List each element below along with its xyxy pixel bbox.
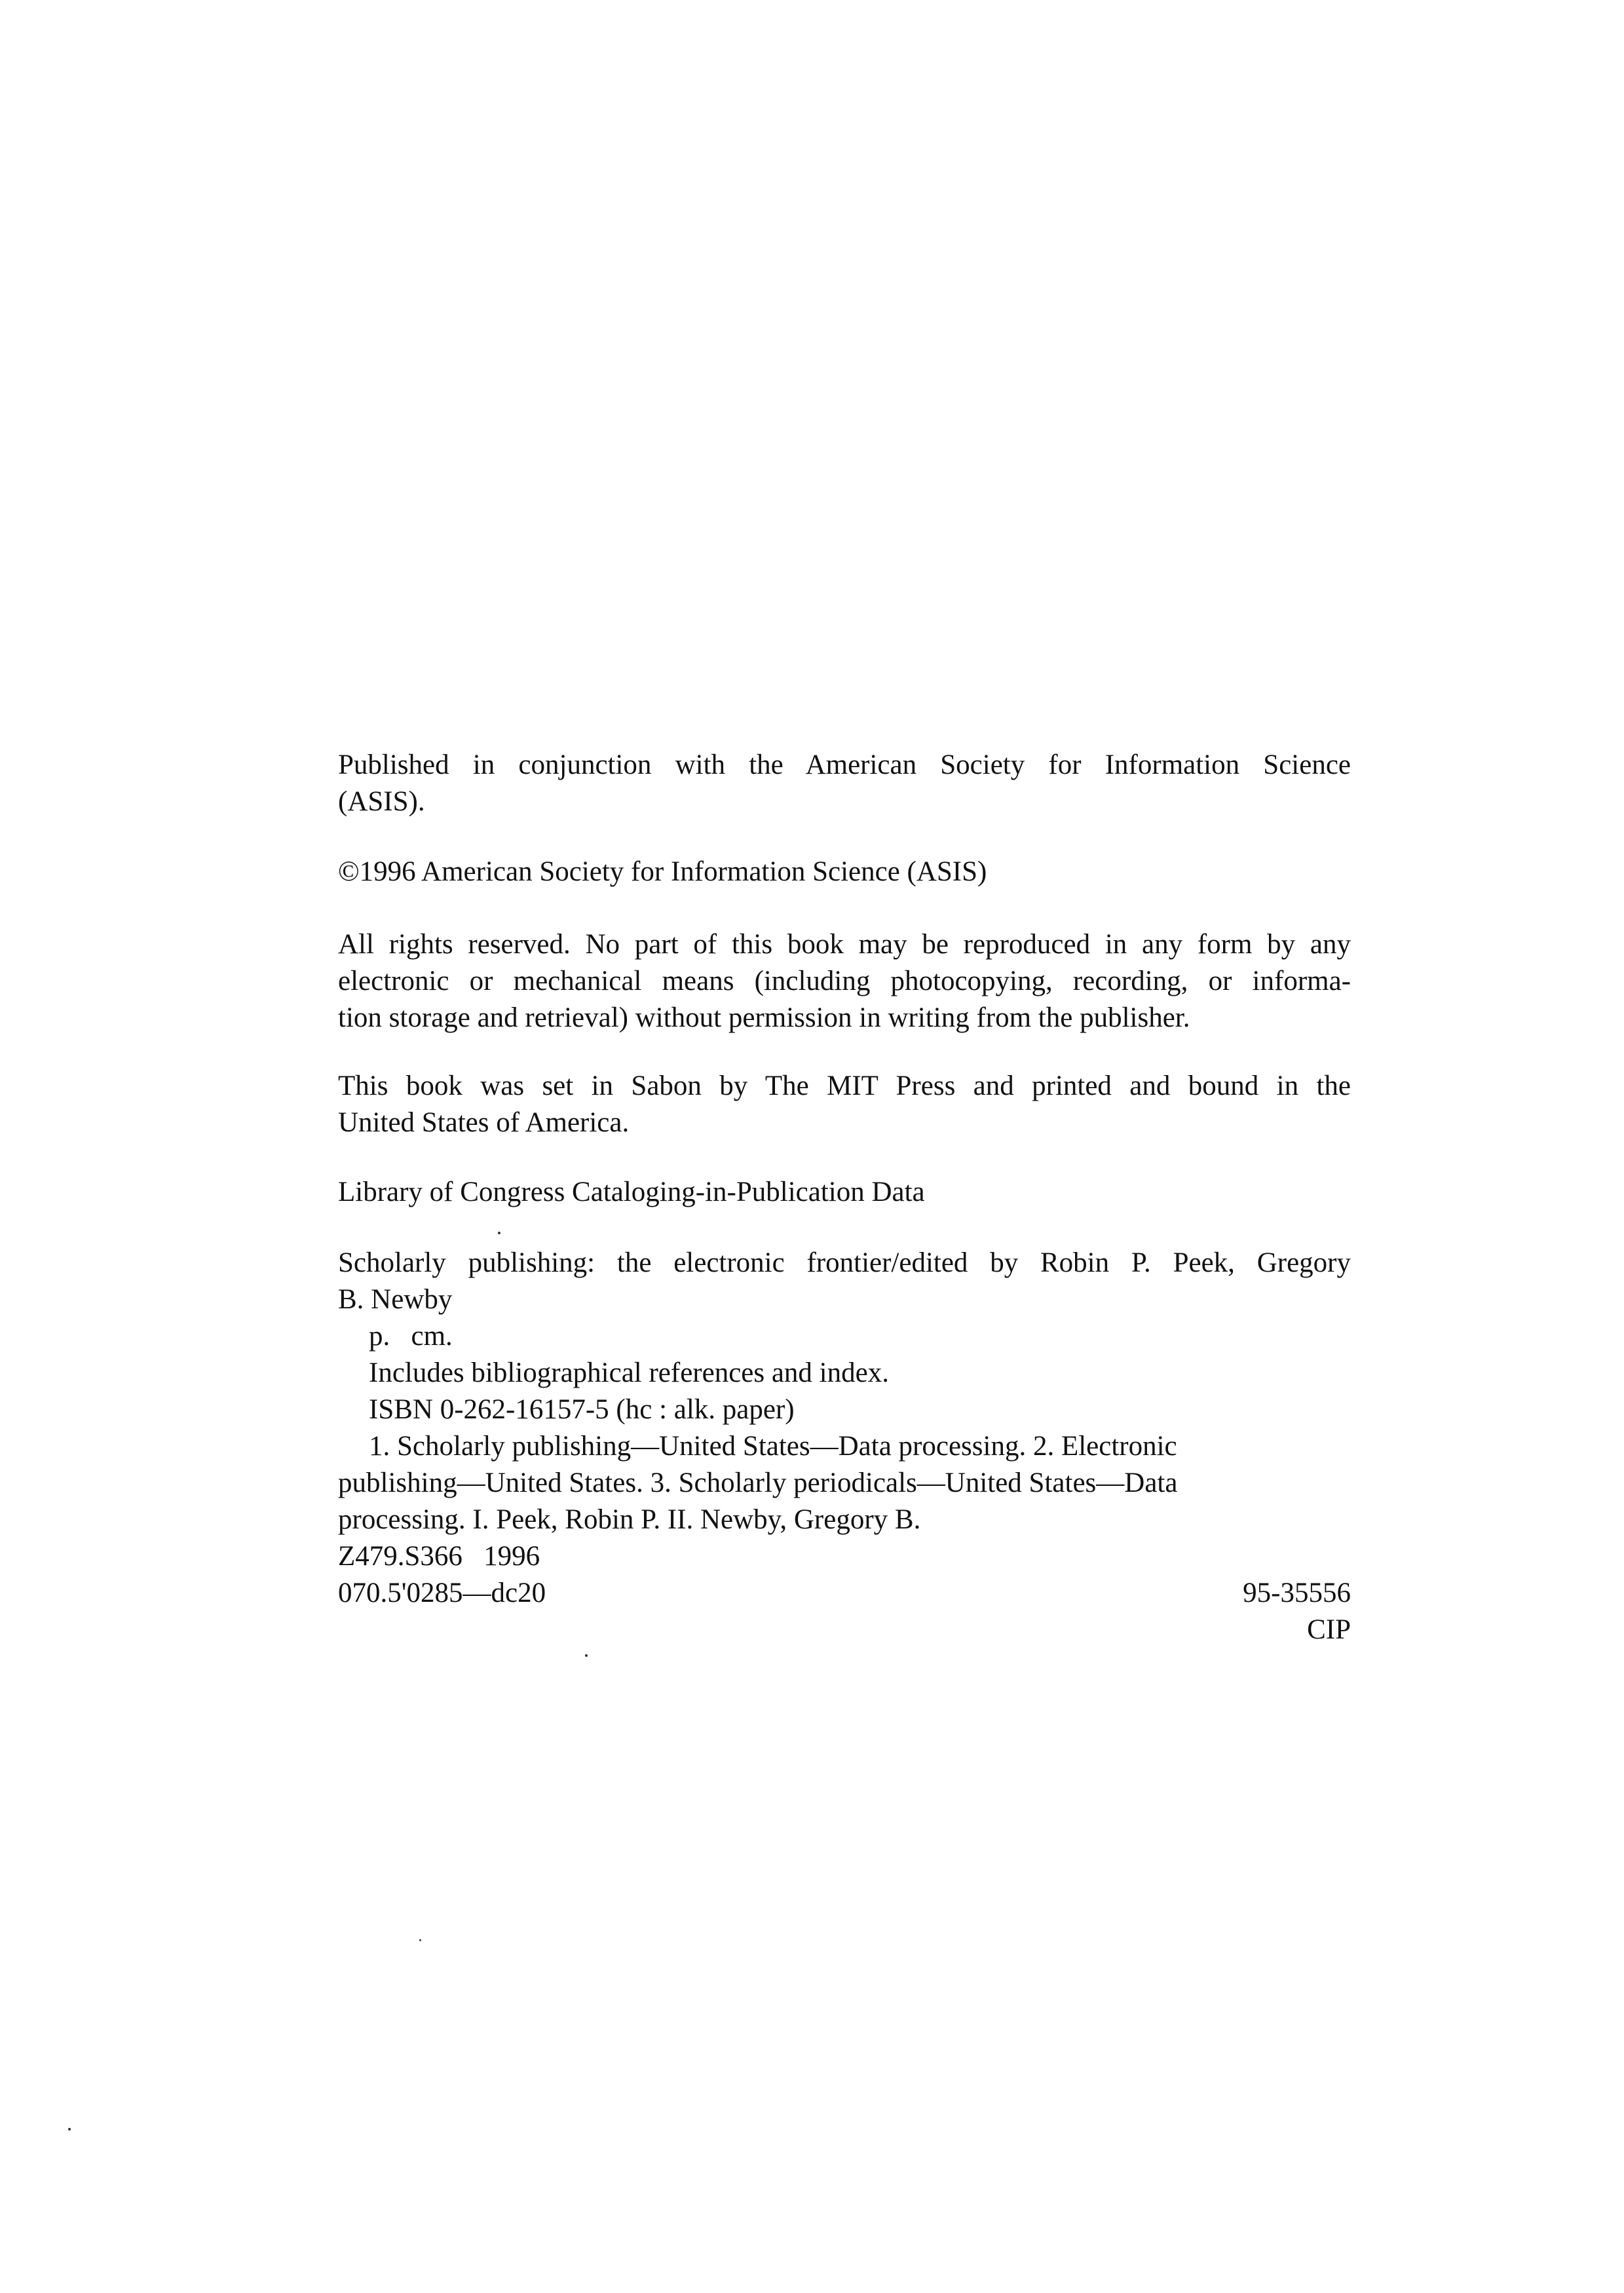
cip-lccn: 95-35556 xyxy=(1243,1578,1351,1608)
cip-isbn: ISBN 0-262-16157-5 (hc : alk. paper) xyxy=(369,1394,795,1425)
rights-statement xyxy=(338,926,1351,1036)
cip-lc-classification: Z479.S366 1996 xyxy=(338,1541,540,1572)
production-line-1: This book was set in Sabon by The MIT Press and printed and bound in the xyxy=(338,1071,1351,1101)
rights-line-3: tion storage and retrieval) without permission in writing from the publisher. xyxy=(338,1002,1190,1033)
cip-subjects-line-1: 1. Scholarly publishing—United States—Data processing. 2. Electronic xyxy=(369,1431,1177,1462)
cip-bibliography-note: Includes bibliographical references and index. xyxy=(369,1357,889,1388)
cip-title-line-1: Scholarly publishing: the electronic frontier/edited by Robin P. Peek, Gregory xyxy=(338,1247,1351,1278)
scan-speck xyxy=(419,1939,421,1941)
cip-heading xyxy=(338,1174,1351,1211)
scan-speck xyxy=(585,1654,588,1657)
publication-note xyxy=(338,747,1351,820)
scan-speck xyxy=(68,2128,71,2131)
cip-heading-text: Library of Congress Cataloging-in-Publication Data xyxy=(338,1177,925,1207)
cip-subjects-line-2: publishing—United States. 3. Scholarly periodicals—United States—Data xyxy=(338,1468,1178,1498)
publication-note-line-2: (ASIS). xyxy=(338,786,425,817)
copyright-notice xyxy=(338,854,1351,890)
production-line-2: United States of America. xyxy=(338,1107,630,1138)
rights-line-1: All rights reserved. No part of this book may be reproduced in any form by any xyxy=(338,929,1351,960)
cip-title-line-2: B. Newby xyxy=(338,1284,453,1315)
cip-dewey-classification: 070.5'0285—dc20 xyxy=(338,1578,546,1608)
cip-subjects-line-3: processing. I. Peek, Robin P. II. Newby, Gregory B. xyxy=(338,1504,921,1535)
cip-physical-description: p. cm. xyxy=(369,1321,453,1352)
scan-speck xyxy=(498,1232,500,1234)
cip-record xyxy=(338,1245,1351,1648)
production-note xyxy=(338,1068,1351,1141)
publication-note-line-1: Published in conjunction with the American Society for Information Science xyxy=(338,749,1351,780)
copyright-line: ©1996 American Society for Information Science (ASIS) xyxy=(338,856,987,887)
rights-line-2: electronic or mechanical means (including photocopying, recording, or informa- xyxy=(338,966,1351,996)
cip-mark: CIP xyxy=(1307,1614,1351,1645)
cip-dewey-row xyxy=(338,1575,1351,1612)
